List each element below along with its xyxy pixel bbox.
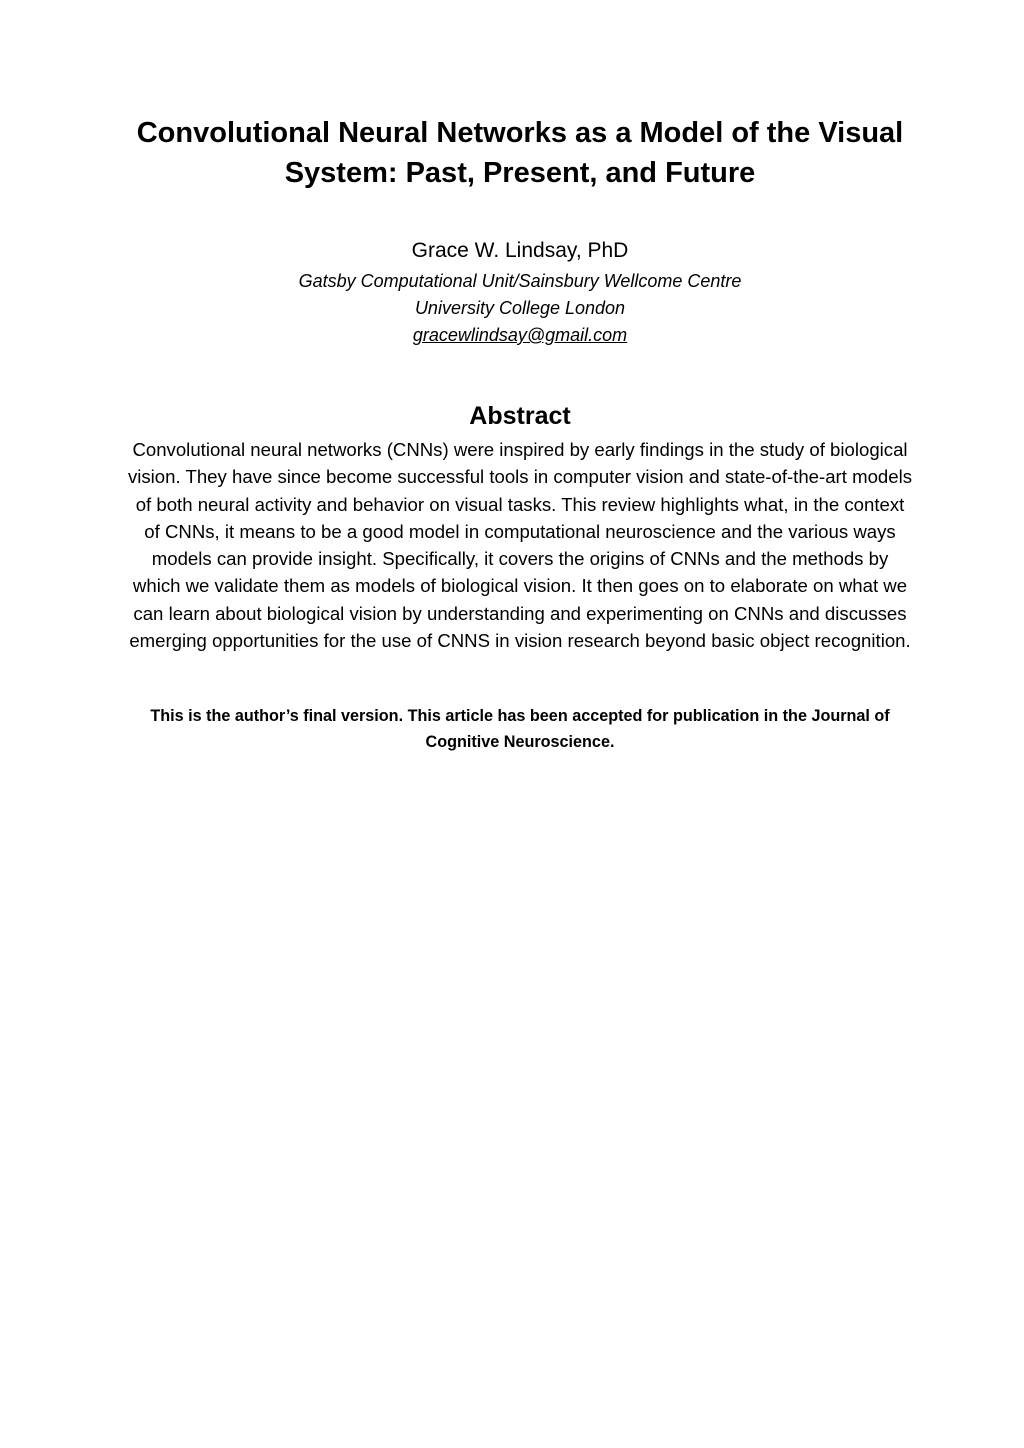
abstract-body [80,436,960,654]
publication-note [70,703,970,755]
paper-title [60,113,980,193]
abstract-line: vision. They have since become successful tools in computer vision and state-of-the-art models [127,466,913,488]
author-name: Grace W. Lindsay, PhD [411,239,629,262]
affiliation-line: University College London [414,298,626,318]
title-line: System: Past, Present, and Future [284,157,756,189]
abstract-line: of CNNs, it means to be a good model in computational neuroscience and the various ways [144,520,896,542]
abstract-line: models can provide insight. Specifically, it covers the origins of CNNs and the methods by [151,548,889,570]
abstract-line: emerging opportunities for the use of CNNS in vision research beyond basic object recognition. [129,630,911,652]
abstract-line: which we validate them as models of biological vision. It then goes on to elaborate on what we [132,575,908,597]
email-link[interactable]: gracewlindsay@gmail.com [412,325,628,345]
abstract-line: of both neural activity and behavior on visual tasks. This review highlights what, in the context [135,493,905,515]
affiliation-line: Gatsby Computational Unit/Sainsbury Wellcome Centre [298,271,742,291]
note-line: This is the author’s final version. This article has been accepted for publication in the Journal of [150,707,890,725]
abstract-line: Convolutional neural networks (CNNs) were inspired by early findings in the study of biological [132,439,908,460]
abstract-heading: Abstract [469,402,571,430]
author-email [60,322,980,349]
abstract-line: can learn about biological vision by understanding and experimenting on CNNs and discusses [133,602,907,624]
note-line: Cognitive Neuroscience. [425,733,615,751]
title-line: Convolutional Neural Networks as a Model of the Visual [136,117,904,149]
